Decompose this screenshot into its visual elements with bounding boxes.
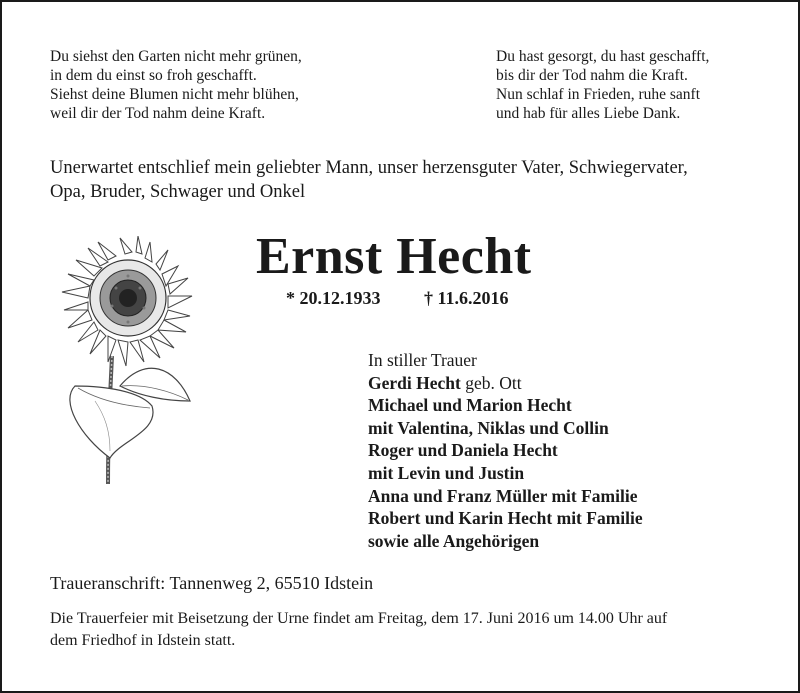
mourner-line: mit Levin und Justin: [368, 462, 525, 483]
mourner-line: Roger und Daniela Hecht: [368, 440, 558, 461]
intro-line: Unerwartet entschlief mein geliebter Mann, unser herzensguter Vater, Schwiegervater,: [50, 158, 688, 178]
mourner-line: [368, 372, 643, 395]
funeral-notice: [50, 608, 770, 652]
mourners-list: [368, 349, 643, 552]
mourner-line: sowie alle Angehörigen: [368, 530, 540, 551]
death-date: † 11.6.2016: [424, 288, 509, 308]
sunflower-icon: [50, 236, 200, 486]
poem-right-line: Du hast gesorgt, du hast geschafft,: [496, 48, 710, 65]
poem-right-line: Nun schlaf in Frieden, ruhe sanft: [496, 86, 701, 103]
mourning-address: Traueranschrift: Tannenweg 2, 65510 Idstein: [50, 573, 374, 593]
poem-right: [496, 47, 709, 123]
mourners-heading: In stiller Trauer: [368, 350, 477, 370]
mourner-first-suffix: geb. Ott: [460, 372, 522, 393]
mourner-first-name: Gerdi Hecht: [368, 372, 461, 393]
poem-right-line: und hab für alles Liebe Dank.: [496, 105, 681, 122]
mourner-line: Robert und Karin Hecht mit Familie: [368, 508, 643, 529]
poem-left-line: Siehst deine Blumen nicht mehr blühen,: [50, 86, 299, 103]
poem-left-line: in dem du einst so froh geschafft.: [50, 67, 257, 84]
deceased-name: Ernst Hecht: [256, 228, 532, 285]
poem-right-line: bis dir der Tod nahm die Kraft.: [496, 67, 688, 84]
mourner-line: Anna und Franz Müller mit Familie: [368, 485, 638, 506]
poem-left: [50, 47, 302, 123]
funeral-line: dem Friedhof in Idstein statt.: [50, 632, 236, 649]
mourner-line: Michael und Marion Hecht: [368, 395, 572, 416]
poem-left-line: weil dir der Tod nahm deine Kraft.: [50, 105, 266, 122]
intro-text: [50, 156, 770, 204]
birth-date: * 20.12.1933: [286, 288, 381, 308]
poem-left-line: Du siehst den Garten nicht mehr grünen,: [50, 48, 302, 65]
intro-line: Opa, Bruder, Schwager und Onkel: [50, 182, 306, 202]
mourner-line: mit Valentina, Niklas und Collin: [368, 417, 609, 438]
funeral-line: Die Trauerfeier mit Beisetzung der Urne findet am Freitag, dem 17. Juni 2016 um 14.00 Uhr auf: [50, 610, 668, 627]
